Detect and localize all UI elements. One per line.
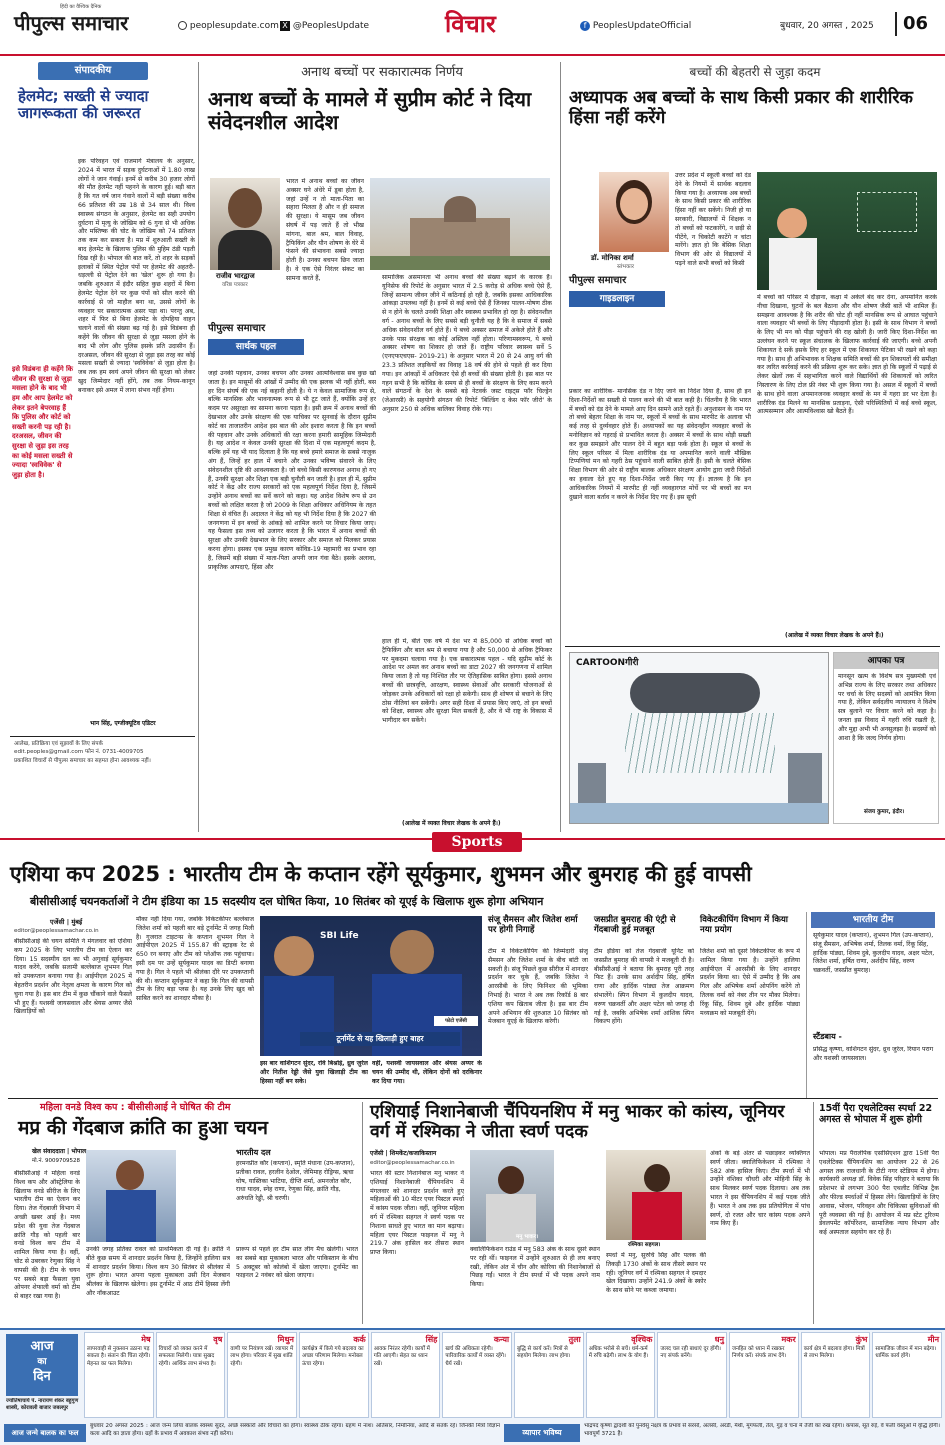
website-link[interactable] xyxy=(178,20,279,32)
sign-text: लापरवाही से नुकसान उठाना पड़ सकता है। संतान की चिंता रहेगी। मेहनत का फल मिलेगा। xyxy=(87,1345,151,1367)
story4-headline: 15वीं पैरा एथलेटिक्स स्पर्धा 22 अगस्त से भोपाल में शुरू होगी xyxy=(819,1103,933,1125)
article2-divider xyxy=(565,646,940,647)
article-teachers xyxy=(565,60,940,830)
column-divider-3 xyxy=(362,1102,363,1324)
editorial-author: भान सिंह, एग्जीक्यूटिव एडिटर xyxy=(90,720,156,727)
story3-body4: अंकों के बड़े अंतर से पछाड़कर व्यक्तिगत स्वर्ण जीता। क्वालिफिकेशन में रश्मिका ने 582 अंक हासिल किए। टीम स्पर्धा में भी उन्होंने वंशिका चौधरी और मोहिनी सिंह के साथ मिलकर स्वर्ण पदक दिलाया। अब तक भारत ने इस चैंपियनशिप में कई पदक जीते हैं। भारत ने अब तक इस प्रतियोगिता में पांच स्वर्ण, दो रजत और चार कांस्य पदक अपने नाम किए हैं। xyxy=(710,1150,810,1228)
sports-caption-left: इस बार वाशिंगटन सुंदर, रवि बिश्नोई, ध्रुव जुरेल और नितीश रेड्डी जैसे युवा खिलाड़ी टीम का हिस्सा नहीं बन सके। xyxy=(260,1060,368,1085)
sign-item xyxy=(872,1332,942,1418)
footer-note-2: प्रकाशित विचारों से पीपुल्स समाचार का सहमत होना आवश्यक नहीं। xyxy=(14,757,151,764)
sign-item xyxy=(371,1332,441,1418)
kid-text: बुधवार 20 अगस्त 2025 : आज जन्म लिया बालक स्वस्थ्य सुंदर, अच्छे संस्कारों और विचारों का होगा। स्वास्थ्य ठीक रहेगा। ग्रहण में नाश। अतिसार, निमोनिया, आदि से सतर्क रहें। जिनकी मित्रों विज्ञान कला आदि का ज्ञाता होगा। ग्रहों के प्रभाव में अवकाश संभव नहीं करेगा। xyxy=(90,1423,500,1437)
article2-series-tag: गाइडलाइन xyxy=(569,291,665,307)
article2-note: (आलेख में व्यक्त विचार लेखक के अपने हैं।) xyxy=(785,632,884,639)
sports-caption-right: वहीं, यशस्वी जायसवाल और श्रेयस अय्यर के चयन की उम्मीद थी, लेकिन दोनों को दरकिनार कर दिया गया। xyxy=(372,1060,482,1085)
article1-body: जहां उनकी पहचान, उनका बचपन और उनका आत्मविश्वास सब कुछ खो जाता है। इन मासूमों की आंखों में उम्मीद की एक झलक भी नहीं होती, बस हर दिन संघर्ष की एक नई कहानी होती है। ये न केवल सामाजिक रूप से, बल्कि मानसिक और भावनात्मक रूप से भी टूट जाते हैं, क्योंकि उन्हें हर कदम पर असुरक्षा का सामना करना पड़ता है। इसी क्रम में अनाथ बच्चों की देखभाल और उनके संरक्षण की एक याचिका पर सुनवाई के दौरान सुप्रीम कोर्ट का ताजातरीन आदेश इस बात की ओर इशारा करता है कि इन बच्चों की पहचान और उनके अधिकारों की रक्षा करना हमारी सामूहिक जिम्मेदारी है। यह आदेश न केवल उनकी सुरक्षा की दिशा में एक महत्वपूर्ण कदम है, बल्कि हमें यह भी याद दिलाता है कि यह बच्चे हमारे समाज के सबसे नाजुक अंग हैं, जिन्हें हर हाल में बचाने और उनका भविष्य संवारने के लिए संवेदनशील दृष्टि की आवश्यकता है। जो बच्चे किसी कारणवश अनाथ हो गए हैं, उनकी सुरक्षा और शिक्षा एक बड़ी चुनौती बन जाती है। हाल ही में, सुप्रीम कोर्ट ने केंद्र और राज्य सरकारों को एक महत्वपूर्ण निर्देश दिया है, जिसमें उन्होंने अनाथ बच्चों का सर्वे करने को कहा। यह आदेश विशेष रूप से उन बच्चों को लक्षित करता है जो 2009 के शिक्षा अधिकार अधिनियम के तहत शिक्षा से वंचित हैं। अदालत ने केंद्र को यह भी निर्देश दिया है कि 2027 की जनगणना में इन बच्चों के आंकड़े को शामिल करने पर विचार किया जाए। यह फैसला इस तथ्य को उजागर करता है कि भारत में अनाथ बच्चों की सुरक्षा और उनकी देखभाल के लिए सरकार और समाज को मिलकर प्रयास करना होगा। इसका एक प्रमुख कारण कोविड-19 महामारी का प्रभाव रहा है, जिसमें बड़ी संख्या में माता-पिता अपनी जान गंवा बैठे। इसके अलावा, प्राकृतिक आपदाएं, हिंसा और xyxy=(208,370,376,571)
cloud-icon xyxy=(630,673,760,713)
facebook-link[interactable] xyxy=(580,20,691,32)
sign-name: तुला xyxy=(568,1335,581,1344)
masthead xyxy=(0,0,945,56)
sign-text: सामाजिक जीवन में मान बढ़ेगा। धार्मिक कार्य होंगे। xyxy=(875,1345,937,1360)
article1-col3: सामाजिक असमानता भी अनाथ बच्चों की संख्या बढ़ाने के कारक हैं। यूनिसेफ की रिपोर्ट के अनुसार भारत में 2.5 करोड़ से अधिक बच्चे ऐसे हैं, जिन्हें सामान्य जीवन जीने में कठिनाई हो रही है, जबकि इसका आधिकारिक आंकड़ा उपलब्ध नहीं है। इनमें से कई बच्चे ऐसे हैं जिनका पालन-पोषण ठीक से न होने के चलते उनकी शिक्षा और स्वास्थ्य प्रभावित हो रहा है। संवेदनशील वर्ग - अनाथ बच्चों के लिए सबसे बड़ी चुनौती यह है कि वे समाज में सबसे अधिक संवेदनशील वर्ग होते हैं। ये बच्चे अक्सर समाज में अकेले होते हैं और उनके पास संरक्षक का कोई अस्तित्व नहीं होता। परिणामस्वरूप, ये बच्चे अक्सर शोषण का शिकार हो जाते हैं। राष्ट्रीय परिवार स्वास्थ्य सर्वे 5 (एनएफएचएस- 2019-21) के अनुसार भारत में 20 से 24 आयु वर्ग की 23.3 प्रतिशत लड़कियों का विवाह 18 वर्ष की होने से पहले ही कर दिया गया। इन आंकड़ों में अधिकतर ऐसे ही बच्चों की संख्या होती है। इस बात पर गहन सभी है कि कोविड के समय से ही बच्चों के संरक्षण के लिए काम करने वाले संगठनों के देश के सबसे बड़े नेटवर्क जस्ट राइट्स फॉर चिल्ड्रेन (जेआरसी) के सहयोगी संगठन की रिपोर्ट 'बिल्डिंग द केस फॉर जीरो' के अनुसार 250 से अधिक बालिका विवाह रोके गए। xyxy=(382,274,552,413)
article1-intro: भारत में अनाथ बच्चों का जीवन अक्सर घने अंधेरे में डूबा होता है, जहां उन्हें न तो माता-पिता का सहारा मिलता है और न ही समाज की सुरक्षा। ये मासूम जब जीवन संघर्ष में पड़ जाते हैं तो भीख मांगना, बाल श्रम, बाल विवाह, ट्रैफिकिंग और यौन शोषण के घेरे में फंसने की संभावना सबसे ज्यादा होती है। उनका बचपन छिन जाता है। वे एक ऐसे निरंतर संकट का सामना करते हैं, xyxy=(286,178,364,282)
sign-text: विचारों को व्यक्त करने में सफलता मिलेगी। यात्रा सुखद रहेगी। आर्थिक लाभ संभव है। xyxy=(158,1345,216,1367)
sign-name: धनु xyxy=(714,1335,725,1344)
column-divider-4 xyxy=(813,1102,814,1324)
article2-brand: पीपुल्स समाचार xyxy=(569,275,627,286)
letters-author: संजय कुमार, इंदौर। xyxy=(864,809,905,815)
footer-email[interactable]: edit.peoples@gmail.com फोन नं. 0731-4009705 xyxy=(14,749,144,756)
story3-headline: एशियाई निशानेबाजी चैंपियनशिप में मनु भाकर को कांस्य, जूनियर वर्ग में रश्मिका ने जीता स्वर्ण पदक xyxy=(370,1102,785,1143)
article1-author-role: वरिष्ठ पत्रकार xyxy=(222,282,248,288)
horoscope-strip xyxy=(0,1328,945,1445)
editorial-column xyxy=(10,60,195,830)
story2-team-title: भारतीय दल xyxy=(236,1148,271,1157)
twitter-handle: @PeoplesUpdate xyxy=(292,21,370,31)
sign-name: मिथुन xyxy=(277,1335,295,1344)
sports-c3-title: विकेटकीपिंग विभाग में किया नया प्रयोग xyxy=(700,915,788,935)
sign-item xyxy=(299,1332,369,1418)
story2-kicker: महिला वनडे विश्व कप : बीसीसीआई ने घोषित की टीम xyxy=(40,1102,231,1113)
article2-author-name: डॉ. मोनिका शर्मा xyxy=(591,254,634,262)
article-orphans xyxy=(202,60,557,830)
sign-item xyxy=(227,1332,297,1418)
sign-text: जलद चल रही बाधाएं दूर होंगी। नए संपर्क बनेंगे। xyxy=(660,1345,721,1360)
sign-text: आवक निरंतर रहेगी। कार्यों में गति आएगी। सेहत का ध्यान रखें। xyxy=(373,1345,430,1367)
classroom-photo xyxy=(757,172,937,290)
team-title: भारतीय टीम xyxy=(811,912,935,928)
page-number: 06 xyxy=(895,12,928,36)
section-title: विचार xyxy=(445,9,496,38)
article2-col1b: प्रकार का शारीरिक- मानसिक दंड न दिए जाने का निर्देश दिया है, साथ ही इन दिशा-निर्देशों का सख्ती से पालन करने की भी बात कही है। चिंतनीय है कि भारत में बच्चों को दंड देने के मामले आए दिन सामने आते रहते हैं। अनुशासन के नाम पर तो बच्चे बेहतर शिक्षा के नाम पर, स्कूलों में बच्चों के साथ मारपीट के अलावा भी कई तरह से दुर्व्यवहार होते हैं। अध्यापकों का यह संवेदनहीन व्यवहार बच्चों के मनोविज्ञान को गहराई से प्रभावित करता है। अक्सर में बच्चों के साथ थोड़ी सख्ती कर कुछ समझाने और पालन देने में बहुत बड़ा फर्क होता है। स्कूल से बच्चों के लिए स्कूल परिसर में मिला शारीरिक दंड या अपमानित करने वाली मौखिक टिप्पणियां मन को गहरी ठेस पहुंचाने वाली साबित होती हैं। इसी के चलते बेसिक शिक्षा विभाग की ओर से राष्ट्रीय बालक अधिकार संरक्षण आयोग द्वारा जारी निर्देशों का हवाला देते हुए यह दिशा-निर्देश जारी किए गए हैं। ज्ञातव्य है कि इन आधिकारिक नियमों में मारपीट ही नहीं व्यवहारगत मोर्चे पर भी बच्चों का मन दुखाने वाला बर्ताव न करने के निर्देश दिए गए हैं। इस सूची xyxy=(569,388,751,501)
sign-item xyxy=(442,1332,512,1418)
story-shooting xyxy=(366,1100,811,1325)
kranti-photo xyxy=(86,1150,176,1242)
cartoon-label: CARTOONगीरी xyxy=(576,658,639,668)
sports-c2-title: जसप्रीत बुमराह की एंट्री से गेंदबाजी हुई मजबूत xyxy=(594,915,676,935)
facebook-icon: f xyxy=(580,21,590,31)
article2-col2: में बच्चों को परिसर में दौड़ाना, कक्षा में अकेले बंद कर देना, अपमानित करके नीचा दिखाना, घुटनों के बल बैठाना और यौन शोषण जैसी बातें भी शामिल हैं। समझना आवश्यक है कि शरीर की चोट ही नहीं मानसिक रूप से आघात पहुंचाने वाला व्यवहार भी बच्चों के लिए पीड़ादायी होता है। इसी के साथ विभाग ने बच्चों के लिए भी मन को पीड़ा पहुंचाने की राह खोली है। जारी किए दिशा-निर्देश का उल्लंघन करने पर स्कूल संचालक के खिलाफ कार्रवाई की जाएगी। बच्चे अपनी शिकायत दे सकें इसके लिए हर स्कूल में एक शिकायत पेटिका भी रखने को कहा गया है। साथ ही अभिभावक व शिक्षक समिति बच्चों की इन शिकायतों की समीक्षा कर त्वरित कार्रवाई करने की प्रक्रिया शुरू कर सके। ज्ञात हो कि स्कूलों में पढ़ाई से लेकर खेलों तक में सहभागिता करने वाले विद्यार्थियों की शिकायतों को त्वरित निस्तारण के लिए टोल फ्री नंबर भी शुरू किया गया है। असल में स्कूलों में बच्चों के साथ होने वाला अपमानजनक व्यवहार बच्चों के मन में गहरा डर भर देता है। शारीरिक दंड मिलने या मानसिक प्रताड़ना, ऐसी परिस्थितियों में कई बच्चे स्कूल, आत्मसम्मान और आत्मविश्वास खो बैठते हैं। xyxy=(757,294,937,416)
sign-item xyxy=(84,1332,154,1418)
sign-text: कार्य क्षेत्र में बदलाव होगा। मित्रों से लाभ मिलेगा। xyxy=(803,1345,865,1360)
editorial-headline: हेलमेट; सख्ती से ज्यादा जागरूकता की जरूरत xyxy=(18,87,149,123)
story3-body2: क्वालिफिकेशन राउंड में मनु 583 अंक के साथ दूसरे स्थान पर रही थीं। फाइनल में उन्होंने शुरुआत से ही लय बनाए रखी, लेकिन अंत में चीन और कोरिया की निशानेबाजों से पिछड़ गईं। भारत ने टीम स्पर्धा में भी पदक अपने नाम किया। xyxy=(470,1246,600,1289)
story2-phone: मो.नं. 9009709528 xyxy=(32,1158,81,1164)
editorial-side-quote: इसे विडंबना ही कहेंगे कि जीवन की सुरक्षा से जुड़ा मसला होने के बाद भी हम और आप हेलमेट को लेकर इतने बेपरवाह हैं कि पुलिस और कोर्ट को सख्ती करनी पड़ रही है। दरअसल, जीवन की सुरक्षा से जुड़ा इस तरह का कोई मसला सख्ती से ज्यादा 'स्वविवेक' से जुड़ा होता है। xyxy=(12,365,73,480)
article1-author-photo xyxy=(210,178,280,270)
article1-brand: पीपुल्स समाचार xyxy=(208,323,266,334)
sports-photo-credit: फोटो एजेंसी xyxy=(434,1016,478,1026)
sign-name: कन्या xyxy=(493,1335,510,1344)
article1-col4: हाल ही में, बीते एक वर्ष में देश भर में 85,000 से अधिक बच्चों को ट्रैफिकिंग और बाल श्रम से बचाया गया है और 50,000 से अधिक ट्रैफिकर पर मुकदमा चलाया गया है। एक सकारात्मक पहल - यदि सुप्रीम कोर्ट के आदेश पर अमल कर अनाथ बच्चों का डाटा 2027 की जनगणना में शामिल किया जाता है तो यह निश्चित तौर पर ऐतिहासिक साबित होगा। इससे अनाथ बच्चों की छात्रवृत्ति, आरक्षण, स्वास्थ्य सेवाओं और सरकारी योजनाओं से जोड़कर उनके अधिकारों को रक्षा हो सकेगी। साथ ही शोषण से बचाने के लिए ठोस नीतियां बन सकेंगी। अगर सही दिशा में प्रयास किए जाएं, तो इन बच्चों को शिक्षा, स्वास्थ्य और सुरक्षा मिल सकती है, और वे भी राष्ट्र के विकास में भागीदार बन सकेंगे। xyxy=(382,638,552,725)
manu-bhaker-photo xyxy=(470,1150,554,1242)
sign-name: मेष xyxy=(141,1335,151,1344)
story3-body3: स्पर्धा में मनु, सुरुचि सिंह और पलक की तिकड़ी 1730 अंकों के साथ तीसरे स्थान पर रही। जूनियर वर्ग में रश्मिका सहगल ने दमदार खेल दिखाया। उन्होंने 241.9 अंकों के स्कोर के साथ सोने पर कब्जा जमाया। xyxy=(606,1252,706,1295)
article2-brand-box xyxy=(569,274,669,316)
sign-text: बुद्धि से कार्य करें। मित्रों से सहयोग मिलेगा। लाभ होगा। xyxy=(517,1345,571,1360)
standby-title: स्टैंडबाय - xyxy=(813,1032,842,1041)
rashmika-photo xyxy=(606,1150,706,1240)
article2-author-role: स्तंभकार xyxy=(617,264,635,270)
editorial-tag: संपादकीय xyxy=(38,62,148,80)
sports-body1: बीसीसीआई की चयन समिति ने मंगलवार को एशिया कप 2025 के लिए भारतीय टीम का ऐलान कर दिया। 15 सदस्यीय दल का भी अगुवाई सूर्यकुमार यादव करेंगे, जबकि सलामी बल्लेबाज शुभमन गिल को उपकप्तान बनाया गया है। आईपीएल 2025 में बेहतरीन प्रदर्शन और नेतृत्व क्षमता के कारण गिल को चुना गया है। इस बार टीम में कुछ चौंकाने वाले फैसले भी हुए हैं। यशस्वी जायसवाल और श्रेयस अय्यर जैसे खिलाड़ियों को xyxy=(14,938,132,1016)
sign-text: अधिक भरोसे से बचें। धर्म-कर्म में रुचि बढ़ेगी। लाभ के योग हैं। xyxy=(588,1345,649,1360)
sign-text: जनहित को ध्यान में रखकर निर्णय करें। संपर्क लाभ देंगे। xyxy=(732,1345,787,1360)
article1-author-name: राजीव भारद्वाज xyxy=(216,272,255,280)
sports-headline: एशिया कप 2025 : भारतीय टीम के कप्तान रहेंगे सूर्यकुमार, शुभमन और बुमराह की हुई वापसी xyxy=(10,862,752,886)
sports-c1-title: संजू सैमसन और जितेश शर्मा पर होगी निगाहें xyxy=(488,915,578,935)
horoscope-pandit: ज्योतिषाचार्य पं. नारायण शंकर बहुगुण शास्त्री, कोरावली बाजार जबलपुर xyxy=(6,1398,79,1412)
rain-lines xyxy=(625,713,775,773)
team-box xyxy=(806,912,938,1098)
manu-caption: मनु भाकर। xyxy=(516,1234,539,1240)
masthead-logo[interactable]: पीपुल्स समाचार xyxy=(14,11,129,35)
masthead-logo-sub: हिंदी का वैश्विक दैनिक xyxy=(60,4,102,10)
horoscope-title-3: दिन xyxy=(33,1368,51,1384)
market-text: भाद्रपद कृष्णा द्वादशी को पुनर्वसु नक्षत्र के प्रभाव से सरसों, अलसी, अरंडी, मेथी, मूंगफली, तेल, गुड़ व चना में तेजी का रुख रहेगा। कपास, सूत रुई, वे फली वस्तुओं में वृद्धि होगी। भावपूर्ण 3721 है। xyxy=(584,1423,940,1437)
sign-item xyxy=(657,1332,727,1418)
sign-list xyxy=(84,1332,942,1418)
sign-item xyxy=(586,1332,656,1418)
letters-box xyxy=(833,652,939,824)
water-area xyxy=(570,803,829,824)
twitter-link[interactable] xyxy=(280,20,369,32)
sign-text: खर्च की अधिकता रहेगी। पारिवारिक कार्यों में व्यस्त रहेंगे। धैर्य रखें। xyxy=(445,1345,506,1367)
article2-headline: अध्यापक अब बच्चों के साथ किसी प्रकार की शारीरिक हिंसा नहीं करेंगे xyxy=(569,88,913,129)
article1-brand-box xyxy=(208,322,308,364)
editorial-footer-contact xyxy=(14,740,194,765)
sign-name: मकर xyxy=(781,1335,796,1344)
cartoon-panel xyxy=(569,652,829,824)
story-kranti xyxy=(10,1100,360,1325)
horoscope-title-box xyxy=(6,1334,78,1396)
column-divider-1 xyxy=(198,62,199,832)
story2-byline: खेल संवाददाता | भोपाल xyxy=(32,1148,87,1155)
sign-name: वृष xyxy=(213,1335,223,1344)
globe-icon xyxy=(178,21,187,30)
sports-body2: मौका नहीं दिया गया, जबकि विकेटकीपर बल्लेबाज जितेश शर्मा को पहली बार बड़े टूर्नामेंट में जगह मिली है। गुजरात टाइटन्स के कप्तान शुभमन गिल ने आईपीएल 2025 में 155.87 की स्ट्राइक रेट से 650 रन बनाए और टीम को प्लेऑफ तक पहुंचाया। इसी दम पर उन्हें सूर्यकुमार यादव का डिप्टी बनाया गया है। गिल ने पहले भी श्रीलंका दौरे पर उपकप्तानी की थी। कप्तान सूर्यकुमार ने कहा कि गिल की वापसी टीम के लिए बड़ा प्लस है। यह उनके लिए खुद को साबित करने का शानदार मौका है। xyxy=(136,916,254,1003)
sign-item xyxy=(801,1332,871,1418)
sign-name: कुंभ xyxy=(855,1335,868,1344)
sign-item xyxy=(729,1332,799,1418)
sign-item xyxy=(514,1332,584,1418)
market-title: व्यापार भविष्य xyxy=(504,1424,580,1442)
article1-kicker: अनाथ बच्चों पर सकारात्मक निर्णय xyxy=(301,65,463,80)
article2-kicker: बच्चों की बेहतरी से जुड़ा कदम xyxy=(689,65,821,79)
sign-name: सिंह xyxy=(425,1335,438,1344)
facebook-handle: PeoplesUpdateOfficial xyxy=(592,21,692,31)
footer-note-1: आलेख, प्रतिक्रिया एवं सुझावों के लिए संपर्क xyxy=(14,741,103,747)
sports-c2-body: टीम इंडिया को तेज गेंदबाजी यूनिट को जसप्रीत बुमराह की वापसी ने मजबूती दी है। बीसीसीआई ने बताया कि बुमराह पूरी तरह फिट हैं। उनके साथ अर्शदीप सिंह, हर्षित राणा और हार्दिक पांड्या तेज आक्रमण संभालेंगे। स्पिन विभाग में कुलदीप यादव, वरुण चक्रवर्ती और अक्षर पटेल को जगह दी गई है, जबकि अभिषेक शर्मा आंशिक स्पिन विकल्प होंगे। xyxy=(594,948,694,1026)
sign-item xyxy=(156,1332,226,1418)
sports-mid-rule xyxy=(8,1098,938,1099)
story2-headline: मप्र की गेंदबाज क्रांति का हुआ चयन xyxy=(18,1117,268,1139)
article1-headline: अनाथ बच्चों के मामले में सुप्रीम कोर्ट ने दिया संवेदनशील आदेश xyxy=(208,87,532,134)
sign-name: कर्क xyxy=(353,1335,366,1344)
sign-name: मीन xyxy=(927,1335,940,1344)
rashmika-caption: रश्मिका सहगल। xyxy=(628,1242,661,1248)
x-icon: X xyxy=(280,21,290,31)
story2-team-list: हरमनप्रीत कौर (कप्तान), स्मृति मंधाना (उप-कप्तान), प्रतीका रावल, हरलीन देओल, जेमिमाह रोड्रिग्स, ऋचा घोष, यास्तिका भाटिया, दीप्ति शर्मा, अमनजोत कौर, राधा यादव, स्नेह राणा, रेणुका सिंह, क्रांति गौड़, अरुंधति रेड्डी, श्री चरणी। xyxy=(236,1160,355,1203)
sports-banner: Sports xyxy=(432,832,522,852)
website-text: peoplesupdate.com xyxy=(189,21,279,31)
sports-c3-body: जितेश शर्मा को दूसरे विकेटकीपर के रूप में शामिल किया गया है। उन्होंने हालिया आईपीएल में आरसीबी के लिए शानदार प्रदर्शन किया था। ऐसे में उम्मीद है कि अब गिल और अभिषेक शर्मा ओपनिंग करेंगे तो तिलक वर्मा को नंबर तीन पर मौका मिलेगा। रिंकू सिंह, शिवम दुबे और हार्दिक पांड्या मध्यक्रम को मजबूती देंगे। xyxy=(700,948,800,1017)
story-para-athletics xyxy=(817,1100,940,1325)
story2-body3: प्रारूप से पहले हर टीम सात लीग मैच खेलेगी। भारत का सबसे बड़ा मुकाबला भारत और पाकिस्तान के बीच 5 अक्टूबर को कोलंबो में खेला जाएगा। टूर्नामेंट का फाइनल 2 नवंबर को खेला जाएगा। xyxy=(236,1246,358,1280)
horoscope-title-2: का xyxy=(37,1356,47,1367)
article1-note: (आलेख में व्यक्त विचार लेखक के अपने हैं।) xyxy=(402,820,501,827)
editorial-divider xyxy=(10,736,195,737)
article1-series-tag: सार्थक पहल xyxy=(208,339,304,355)
sports-email[interactable]: editor@peoplessamachar.co.in xyxy=(14,928,99,934)
sign-text: वाणी पर नियंत्रण रखें। व्यापार में लाभ होगा। परिवार में सुख शांति रहेगी। xyxy=(230,1345,294,1367)
standby-list: प्रसिद्ध कृष्णा, वाशिंगटन सुंदर, ध्रुव जुरेल, रियान पराग और यशस्वी जायसवाल। xyxy=(813,1046,934,1062)
sports-subhead: बीसीसीआई चयनकर्ताओं ने टीम इंडिया का 15 सदस्यीय दल घोषित किया, 10 सितंबर को यूएई के खिलाफ शुरू होगा अभियान xyxy=(30,895,544,908)
story3-body1: भारत की स्टार निशानेबाज मनु भाकर ने एशियाई निशानेबाजी चैंपियनशिप में मंगलवार को शानदार प्रदर्शन करते हुए महिलाओं की 10 मीटर एयर पिस्टल स्पर्धा में कांस्य पदक जीता। वहीं, जूनियर महिला वर्ग में रश्मिका सहगल ने स्वर्ण पदक पर निशाना साधते हुए भारत का मान बढ़ाया। महिला एयर पिस्टल फाइनल में मनु ने 219.7 अंक हासिल कर तीसरा स्थान प्राप्त किया। xyxy=(370,1170,464,1257)
kid-title: आज जन्मे बालक का फल xyxy=(4,1424,86,1442)
team-list: सूर्यकुमार यादव (कप्तान), शुभमन गिल (उप-कप्तान), संजू सैमसन, अभिषेक शर्मा, तिलक वर्मा, रिंकू सिंह, हार्दिक पांड्या, शिवम दुबे, कुलदीप यादव, अक्षर पटेल, जितेश शर्मा, हर्षित राणा, अर्शदीप सिंह, वरुण चक्रवर्ती, जसप्रीत बुमराह। xyxy=(813,932,935,975)
letters-body: मानसून खत्म के विशेष सत्र मुख्यमंत्री एवं अभिन्न राज्य के लिए सरकार तथा अधिकार पर चर्चा के लिए सदस्यों को आमंत्रित किया गया है, लेकिन सर्वदलीय न्यायालय ने विशेष सत्र बुलाने पर विचार करने को कहा है। जनता इस विवाद में गहरी रुचि रखती है, और मुद्दा अभी भी अनसुलझा है। सदस्यों को आशा है कि जल्द निर्णय होगा। xyxy=(838,673,936,742)
sports-main xyxy=(10,912,940,1092)
sign-text: कार्यक्षेत्र में किये गये बदलाव का अच्छा परिणाम मिलेगा। मनोबल ऊंचा रहेगा। xyxy=(302,1345,364,1367)
column-divider-2 xyxy=(560,62,561,832)
editorial-body: इक परिवहन एवं राजमार्ग मंत्रालय के अनुसार, 2024 में भारत में सड़क दुर्घटनाओं में 1.80 लाख लोगों ने जान गंवाई। इनमें से करीब 30 हजार लोगों की मौत हेलमेट नहीं पहनने के कारण हुई। बड़ी बात है कि गत वर्ष जान गंवाने वालों में बड़ी संख्या करीब 66 प्रतिशत की उम्र 18 से 34 साल थी। विश्व स्वास्थ्य संगठन के अनुसार, हेलमेट का सही उपयोग दुर्घटना में मृत्यु के जोखिम को 6 गुना से भी अधिक और मस्तिष्क की चोट के जोखिम को 74 प्रतिशत तक कम कर सकता है। मप्र में शुरुआती सख्ती के बाद हेलमेट के खिलाफ पुलिस की मुहिम ठंडी पड़ती दिख रही है। भोपाल की बात करें, तो शहर के सड़कों इलाकों में स्थित पेट्रोल पंपों पर हेलमेट की अहतरी-धड़ल्ली से पेट्रोल देने का 'खेल' शुरू हो गया है। जबकि शुरुआत में इंदौर सहित कुछ शहरों में बिना हेलमेट पेट्रोल देने पर कुछ पंपों को सील करने की कार्रवाई से जो माहौल बना था, उससे लोगों के व्यवहार पर सकारात्मक असर पड़ा था। परन्तु अब, शहर में फिर से बिना हेलमेट के दोपहिया वाहन चलाने वालों की संख्या बढ़ गई है। इसे विडंबना ही कहेंगे कि जीवन की सुरक्षा से जुड़ा मसला होने के बाद भी लोग और पुलिस इसके प्रति उदासीन हैं। दरअसल, जीवन की सुरक्षा से जुड़ा इस तरह का कोई मसला सख्ती से ज्यादा 'स्वविवेक' से जुड़ा होता है। जब तक हम स्वयं अपने जीवन की सुरक्षा को लेकर खुद जिम्मेदार नहीं होंगे, तब तक नियम-कानून बनाकर इसे अमल में लाना संभव नहीं होगा। xyxy=(78,158,195,394)
supreme-court-photo xyxy=(370,178,550,270)
story2-body: बीसीसीआई ने महिला वनडे विश्व कप और ऑस्ट्रेलिया के खिलाफ वनडे सीरीज के लिए भारतीय टीम का ऐलान कर दिया। तेज गेंदबाजी विभाग में अच्छी खबर आई है। मध्य प्रदेश की युवा तेज गेंदबाज क्रांति गौड़ को पहली बार वनडे विश्व कप टीम में शामिल किया गया है। वहीं, चोट से उबरकर रेणुका सिंह ने वापसी की है। टीम के चयन पर सबसे बड़ा फैसला युवा ओपनर शेफाली वर्मा को टीम से बाहर रखा गया है। xyxy=(14,1170,80,1301)
sign-name: वृश्चिक xyxy=(631,1335,653,1344)
article2-col1: उत्तर प्रदेश में स्कूली बच्चों को दंड देने के नियमों में सार्थक बदलाव किया गया है। अध्यापक अब बच्चों के साथ किसी प्रकार की शारीरिक हिंसा नहीं कर सकेंगे। निजी हो या सरकारी, विद्यालयों में शिक्षक न तो बच्चों को फटकारेंगे, न छड़ी से पीटेंगे, न चिकोटी काटेंगे न चांटा मारेंगे। ज्ञात हो कि बेसिक शिक्षा विभाग की ओर से विद्यालयों में पढ़ने वाले सभी बच्चों को किसी xyxy=(675,172,751,267)
story3-email[interactable]: editor@peoplessamachar.co.in xyxy=(370,1160,455,1166)
horoscope-title-1: आज xyxy=(30,1339,54,1354)
sports-c1-body: टीम में विकेटकीपिंग की जिम्मेदारी संजू सैमसन और जितेश शर्मा के बीच बांटी जा सकती है। संजू पिछले कुछ सीरीज में शानदार प्रदर्शन कर चुके हैं, जबकि जितेश ने आरसीबी के लिए फिनिशर की भूमिका निभाई है। भारत ने अब तक रिकॉर्ड 8 बार एशिया कप खिताब जीता है। इस बार टीम अपने अभियान की शुरुआत 10 सितंबर को मेजबान यूएई के खिलाफ करेगी। xyxy=(488,948,588,1026)
sponsor-text: SBI Life xyxy=(320,931,359,941)
article2-author-photo xyxy=(599,172,669,252)
story2-body2: उनकी जगह प्रतिका रावल को प्राथमिकता दी गई है। क्रांति ने बीते कुछ समय में शानदार प्रदर्शन किया है, जिन्होंने हालिया सत्र में शानदार प्रदर्शन किया। विश्व कप 30 सितंबर से श्रीलंका में शुरू होगा। भारत अपना पहला मुकाबला उसी दिन मेजबान श्रीलंका के खिलाफ खेलेगा। इस टूर्नामेंट में आठ टीमें हिस्सा लेंगी और नॉकआउट xyxy=(86,1246,230,1297)
letters-title: आपका पत्र xyxy=(834,653,938,669)
sports-byline: एजेंसी | मुंबई xyxy=(50,918,83,926)
story4-body: भोपाल। मप्र पैरालंपिक एसोसिएशन द्वारा 15वीं पैरा एथलेटिक्स चैंपियनशिप का आयोजन 22 से 26 अगस्त तक राजधानी के टीटी नगर स्टेडियम में होगा। कार्यकारी अध्यक्ष डॉ. विवेक सिंह परिहार ने बताया कि प्रदेशभर से लगभग 300 पैरा एथलीट विभिन्न ट्रैक और फील्ड स्पर्धाओं में हिस्सा लेंगे। खिलाड़ियों के लिए आवास, भोजन, परिवहन और चिकित्सा सुविधाओं की पूरी व्यवस्था की गई है। आयोजन में मप्र स्टेट टूरिज्म डेवलपमेंट कॉर्पोरेशन, सामाजिक न्याय विभाग और कई अस्पताल सहयोग कर रहे हैं। xyxy=(819,1150,939,1237)
story3-byline: एजेंसी | शिमकेंट/कजाकिस्तान xyxy=(370,1150,437,1157)
sports-photo-caption: टूर्नामेंट से यह खिलाड़ी हुए बाहर xyxy=(300,1032,460,1046)
issue-date: बुधवार, 20 अगस्त , 2025 xyxy=(780,21,874,31)
